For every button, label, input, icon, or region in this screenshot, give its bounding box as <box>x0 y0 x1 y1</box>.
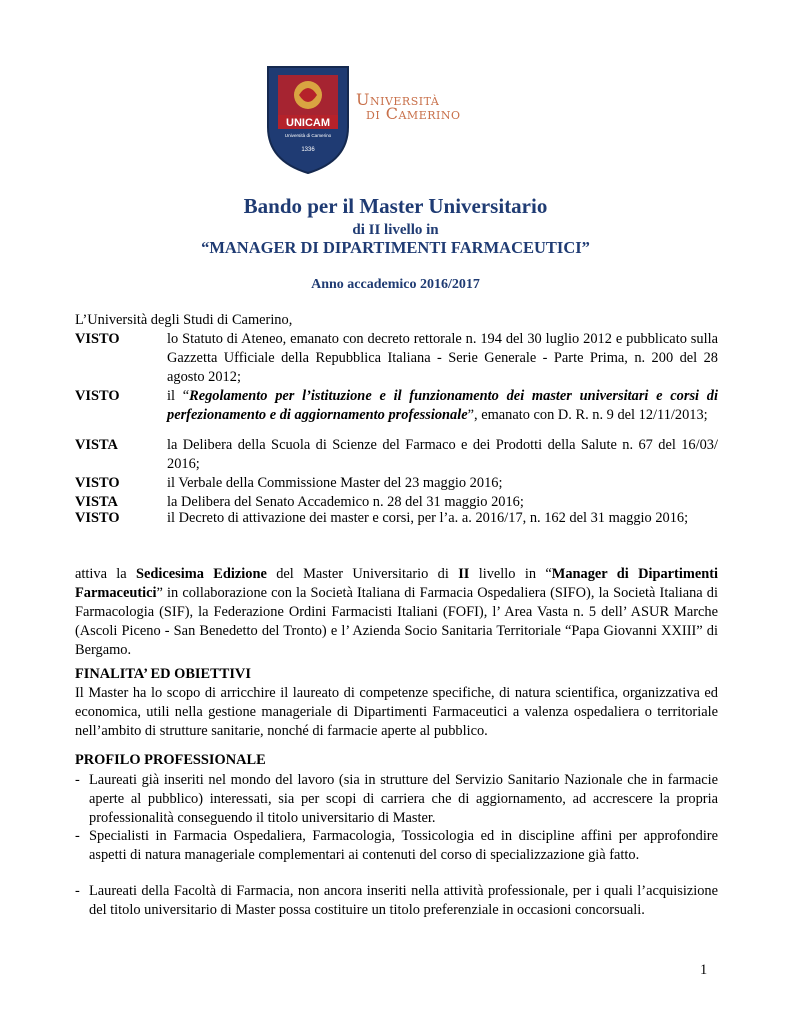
regolamento-title: Regolamento per l’istituzione e il funzionamento dei master universitari e corsi di perfezionamento e di aggiornamento professionale <box>167 388 718 423</box>
activation-level: II <box>458 566 470 582</box>
wordmark-line1: Università <box>356 90 440 109</box>
activation-edition: Sedicesima Edizione <box>136 566 267 582</box>
document-subtitle-name: “MANAGER DI DIPARTIMENTI FARMACEUTICI” <box>201 238 590 257</box>
bullet-dash: - <box>75 828 80 844</box>
activation-master-name: Manager di Dipartimenti Farmaceutici <box>75 566 719 601</box>
premise-key: VISTO <box>75 331 120 347</box>
premise-text: il Decreto di attivazione dei master e corsi, per l’a. a. 2016/17, n. 162 del 31 maggio 2016; <box>167 510 689 526</box>
premise-key: VISTA <box>75 437 118 453</box>
academic-year: Anno accademico 2016/2017 <box>311 277 480 292</box>
profilo-item-text: Laureati della Facoltà di Farmacia, non ancora inseriti nella attività professionale, per i quali l’acquisizione del titolo universitario di Master possa costituire un titolo preferenziale in occasioni concorsuali. <box>89 883 718 918</box>
activation-text: attiva la <box>75 566 137 582</box>
bullet-dash: - <box>75 883 80 899</box>
premise-key: VISTO <box>75 510 120 526</box>
premise-text-pre: il “ <box>167 388 190 404</box>
document-subtitle-level: di II livello in <box>352 222 439 238</box>
finalita-paragraph: Il Master ha lo scopo di arricchire il laureato di competenze specifiche, di natura scientifica, organizzativa ed economica, utili nella gestione manageriale di Dipartimenti Farmaceutici a valenza ospedaliera o territoriale nell’ambito di strutture sanitarie, nonché di farmacie aperte al pubblico. <box>75 685 718 739</box>
premise-text: lo Statuto di Ateneo, emanato con decreto rettorale n. 194 del 30 luglio 2012 e pubblicato sulla Gazzetta Ufficiale della Repubblica Italiana - Serie Generale - Parte Prima, n. 200 del 28 agosto 2012; <box>167 331 718 385</box>
wordmark-line2: di Camerino <box>366 104 461 123</box>
university-logo <box>266 65 526 175</box>
activation-text: del Master Universitario di <box>266 566 459 582</box>
page-number: 1 <box>700 962 708 978</box>
premise-text <box>167 387 718 425</box>
profilo-item-text: Specialisti in Farmacia Ospedaliera, Farmacologia, Tossicologia ed in discipline affini per approfondire aspetti di natura manageriale complementari ai contenuti del corso di specializzazione già fatto. <box>89 828 718 863</box>
university-wordmark <box>356 90 536 123</box>
section-heading-profilo: PROFILO PROFESSIONALE <box>75 752 266 768</box>
activation-paragraph <box>75 565 718 660</box>
intro-line: L’Università degli Studi di Camerino, <box>75 312 293 328</box>
shield-subtext: Università di Camerino <box>284 133 332 138</box>
premise-key: VISTO <box>75 388 120 404</box>
shield-year: 1336 <box>301 147 315 153</box>
activation-text: ” in collaborazione con la Società Italiana di Farmacia Ospedaliera (SIFO), la Società Italiana di Farmacologia (SIF), la Federazione Ordini Farmacisti Italiani (FOFI), l’ Area Vasta n. 5 dell’ ASUR Marche (Ascoli Piceno - San Benedetto del Tronto) e l’ Azienda Socio Sanitaria Territoriale “Papa Giovanni XXIII” di Bergamo. <box>75 585 718 658</box>
bullet-dash: - <box>75 772 80 788</box>
unicam-shield-icon <box>266 65 350 175</box>
shield-text: UNICAM <box>286 117 330 129</box>
premise-key: VISTO <box>75 475 120 491</box>
premise-text: il Verbale della Commissione Master del 23 maggio 2016; <box>167 475 503 491</box>
section-heading-finalita: FINALITA’ ED OBIETTIVI <box>75 666 251 682</box>
premise-text-post: ”, emanato con D. R. n. 9 del 12/11/2013; <box>467 407 708 423</box>
profilo-item-text: Laureati già inseriti nel mondo del lavoro (sia in strutture del Servizio Sanitario Nazionale che in farmacie aperte al pubblico) interessati, sia per scopi di carriera che di aggiornamento, ad accrescere la propria professionalità conseguendo il titolo universitario di Master. <box>89 772 718 826</box>
premise-text: la Delibera della Scuola di Scienze del Farmaco e dei Prodotti della Salute n. 67 del 16/03/ 2016; <box>167 437 718 472</box>
premise-key: VISTA <box>75 494 118 510</box>
activation-text: livello in “ <box>469 566 552 582</box>
document-title: Bando per il Master Universitario <box>243 194 548 218</box>
premise-text: la Delibera del Senato Accademico n. 28 del 31 maggio 2016; <box>167 494 524 510</box>
